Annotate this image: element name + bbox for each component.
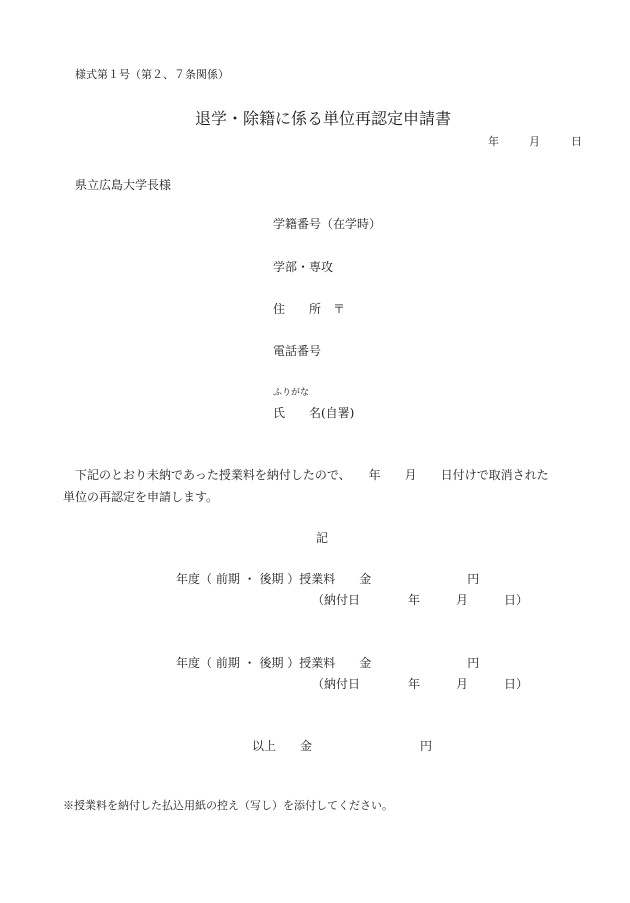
phone-label: 電話番号: [273, 344, 322, 358]
paid-date-2: （納付日 年 月 日）: [312, 677, 529, 691]
name-label: 氏 名(自署): [273, 406, 355, 420]
fee-row-2: 年度（ 前期 ・ 後期 ）授業料 金 円: [176, 656, 480, 670]
page-title: 退学・除籍に係る単位再認定申請書: [195, 109, 452, 128]
furigana-label: ふりがな: [273, 388, 310, 398]
faculty-label: 学部・専攻: [273, 260, 334, 274]
date-day: 日: [571, 135, 582, 148]
addressee: 県立広島大学長様: [75, 178, 172, 192]
date-year: 年: [488, 135, 499, 148]
student-id-label: 学籍番号（在学時）: [273, 217, 382, 231]
attachment-note: ※授業料を納付した払込用紙の控え（写し）を添付してください。: [63, 799, 393, 812]
date-month: 月: [529, 135, 540, 148]
address-label: 住 所 〒: [273, 302, 346, 316]
total-line: 以上 金 円: [252, 739, 433, 753]
paid-date-1: （納付日 年 月 日）: [312, 593, 529, 607]
ki-heading: 記: [316, 531, 329, 545]
fee-row-1: 年度（ 前期 ・ 後期 ）授業料 金 円: [176, 572, 480, 586]
body-line-2: 単位の再認定を申請します。: [63, 490, 219, 504]
body-line-1: 下記のとおり未納であった授業料を納付したので、 年 月 日付けで取消された: [75, 468, 549, 482]
form-reference: 様式第１号（第２、７条関係）: [75, 68, 229, 81]
